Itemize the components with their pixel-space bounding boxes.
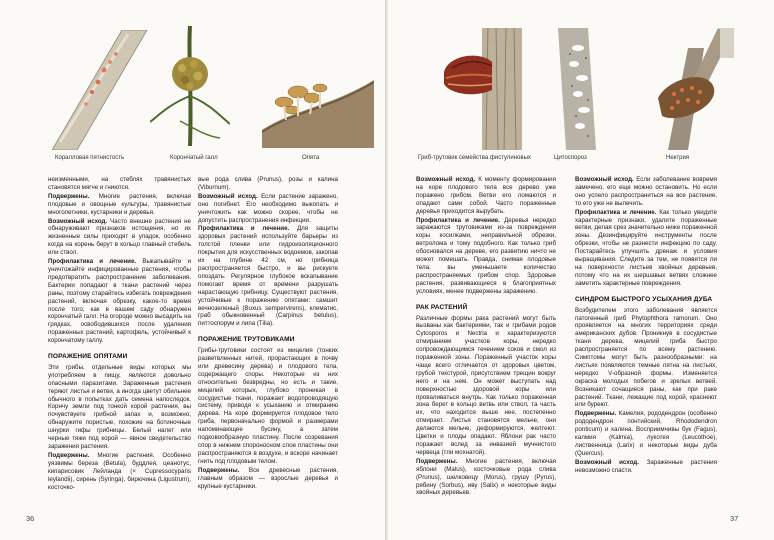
section-heading-canker: РАК РАСТЕНИЙ (416, 303, 468, 311)
caption-coral-spot: Коралловая пятнистость (55, 155, 125, 161)
right-column-2 (575, 176, 717, 476)
right-page (388, 0, 774, 540)
bracket-fungus-illustration (430, 28, 552, 150)
section-heading-sudden-oak-death: СИНДРОМ БЫСТРОГО УСЫХАНИЯ ДУБА (575, 295, 713, 303)
paragraph: Возможный исход. К моменту формирования на коре плодового тела все дерево уже поражено грибом. Ветви его ломаются и опадают сами собой. Часто пораженные деревья приходится вырубать. (416, 176, 556, 215)
paragraph: неизменными, на стеблях травянистых становятся мягче и гниются. (48, 176, 191, 191)
paragraph: Возможный исход. Зараженные растения невозможно спасти. (575, 458, 717, 474)
paragraph: Возможный исход. Часто внешне растения не обнаруживают признаков истощения, но их жизненные силы приходят в упадок, особенно когда на корень берут в кольцо главный стебель или ствол. (48, 217, 191, 257)
honey-fungus-illustration (262, 60, 374, 148)
left-column-2 (198, 176, 338, 491)
left-page (0, 0, 386, 540)
paragraph: Подвержены. Многие растения, включая яблони (Malus), косточковые рода слива (Prunus), шелковицу (Morus), грушу (Pyrus), рябину (Sorbus), иву (Salix) и некоторые виды хвойных деревьев. (416, 457, 556, 497)
paragraph: Профилактика и лечение. Выкапывайте и уничтожайте инфицированные растения, чтобы предотвратить распространение заболевания. Бактерии попадают в ткани растений через раны, поэтому старайтесь избегать повреждения растений, включая обрезку, какое-то время после того, как в вашем саду обнаружен корончатый галл. На огороде можно высадить на грядках, освободившихся после удаления пораженных растений, картофель, устойчивый к корончатому галлу. (48, 258, 191, 345)
page-number-left: 36 (26, 514, 35, 523)
paragraph: Подвержены. Многие растения, включая плодовые и овощные культуры, травянистые многолетники, кустарники и деревья. (48, 192, 191, 216)
section-heading-honey-fungus: ПОРАЖЕНИЕ ОПЯТАМИ (48, 353, 128, 361)
page-number-right: 37 (730, 514, 739, 523)
coral-spot-illustration (52, 30, 162, 150)
nectria-illustration (648, 28, 748, 150)
paragraph: Возможный исход. Если заболевание вовремя замечено, его еще можно остановить. Но если оно успело распространиться на все растение, то его уже не вылечить. (575, 176, 717, 207)
crown-gall-illustration (150, 26, 230, 146)
paragraph: Профилактика и лечение. Как только увидите характерные признаки, удалите пораженные ветви, делая срез значительно ниже пораженной зоны. Дезинфицируйте инструменты после обрезки, чтобы не разнести инфекцию по саду. Постарайтесь улучшить дренаж и условия выращивания. Следите за тем, не появятся ли на поверхности листьев хвойных деревьев, потому что на их шершавых ветвях сложнее заметить характерные повреждения. (575, 208, 717, 287)
paragraph: Грибы-трутовики состоят из мицелия (тонких разветвленных нитей, прорастающих в почву или древесину дерева) и плодового тела, содержащего споры. Некоторые из них относительно безвредны, но есть и такие, мицелий которых, глубоко проникая в сосудистые ткани, поражает водопроводящую систему, приводя к усыханию и отмиранию дерева. На коре формируется плодовое тело гриба, первоначально формой и размерами напоминающее бусину, а затем подковообразную пластину. После созревания спор в нижнем спороносном слое пластины они распространяются в воздухе, и вскоре начинает гнить под плодовым телом. (198, 347, 338, 465)
caption-nectria: Нектрия (666, 155, 690, 161)
cytospora-illustration (548, 28, 608, 150)
caption-honey-fungus: Опята (302, 155, 320, 161)
paragraph: Возбудителем этого заболевания является патогенный гриб Phytophthora ramorum. Оно проявляется на многих территориях среди американских дубов. Проникнув в сосудистые ткани дерева, мицелий гриба быстро распространяется по всему растению. Симптомы могут быть разнообразными: на листьях появляются темные пятна на листьях, нередко V-образной формы. Изменяется окраска молодых побегов и зрелых ветвей. Возникают сочащиеся раны, как при раке растений. Ткани, лежащие под корой, краснеют или буреют. (575, 306, 717, 409)
caption-crown-gall: Корончатый галл (170, 155, 218, 161)
paragraph: Профилактика и лечение. Деревья нередко заражаются трутовиками из-за повреждения коры косилками, неправильной обрезки, ветролома и тому подобного. Как только гриб обосновался на дереве, его развитию ничто не может помешать. Правда, снимая плодовые тела, вы уменьшаете количество распространяемых грибом спор. Здоровые растения, развивающиеся в благоприятных условиях, менее подвержены заражению. (416, 216, 556, 295)
paragraph: Возможный исход. Если растение заражено, оно погибнет. Его необходимо выкопать и уничтожить как можно скорее, чтобы не допустить распространения инфекции. (198, 192, 338, 224)
caption-bracket-fungus: Гриб-трутовик семейства фистулиновых (418, 155, 531, 161)
paragraph: Профилактика и лечение. Для защиты здоровых растений используйте барьеры из толстой пленки или гидроизоляционного покрытия для искусственных водоемов, закопав их на глубине 42 см, но грибница распространяется быстро, и вы рискуете опоздать. Регулярное глубокое вскапывание помогает время от времени разрушать нарастающую грибницу. Существуют растения, устойчивые к поражению опятами: самшит вечнозеленый (Buxus sempervirens), клематис, граб обыкновенный (Carpinus betulus), питтоспорум и липа (Tilia). (198, 225, 338, 328)
paragraph: Подвержены. Многие растения. Особенно уязвимы береза (Betula), буддлея, цеанотус, кипарисовик Лейланда (× Cupressocyparis leylandii), сирень (Syringa), бирючина (Ligustrum), косточко- (48, 451, 191, 491)
section-heading-bracket-fungi: ПОРАЖЕНИЕ ТРУТОВИКАМИ (198, 336, 295, 344)
paragraph: Подвержены. Камелия, рододендрон (особенно рододендрон понтийский, Rhododendron ponticum) и калина. Восприимчивы бук (Fagus), калмия (Kalmia), лукотея (Leucothoe), лиственница (Larix) и некоторые виды дуба (Quercus). (575, 410, 717, 457)
caption-cytospora: Цитоспороз (554, 155, 587, 161)
paragraph: вые рода слива (Prunus), розы и калина (Viburnum). (198, 176, 338, 191)
paragraph: Различные формы рака растений могут быть вызваны как бактериями, так и грибами родов Cytosporos и Nectria и характеризуются отмиранием участков коры, нередко сопровождающимся течением соков и смол из пораженной зоны. Пораженный участок коры чаще всего отличается от здоровых цветом, грубой текстурой, присутствием трещин вокруг него и на нем. Он может выступать над поверхностью здоровой коры или проваливаться внутрь. Как только пораженная зона берет в кольцо ветвь или ствол, та часть их, что находится выше нее, постепенно отмирает. Листья становятся мельче, они делаются мельче, деформируются, желтеют. Цветки и плоды опадают. Яблони рак часто поражает вслед за инвазией мучнистого червеца (тли мохнатой). (416, 314, 556, 456)
right-column-1 (416, 176, 556, 498)
left-column-1 (48, 176, 191, 492)
paragraph: Эти грибы, отдельные виды которых мы употребляем в пищу, являются довольно опасными паразитами. Зараженные растения теряют листья и ветви, а иногда цветут обильнее обычного в попытках дать семена напоследок. Корнчу земли под тонкой корой растения, вы почувствуете грибной запах и, возможно, обнаружите пористые, похожие на ботиночные шнурки гифы грибницы. Белый налет или черные тяжи под корой — явное свидетельство заражения растения. (48, 363, 191, 450)
paragraph: Подвержены. Все древесные растения, главным образом — взрослые деревья и крупные кустарники. (198, 466, 338, 490)
